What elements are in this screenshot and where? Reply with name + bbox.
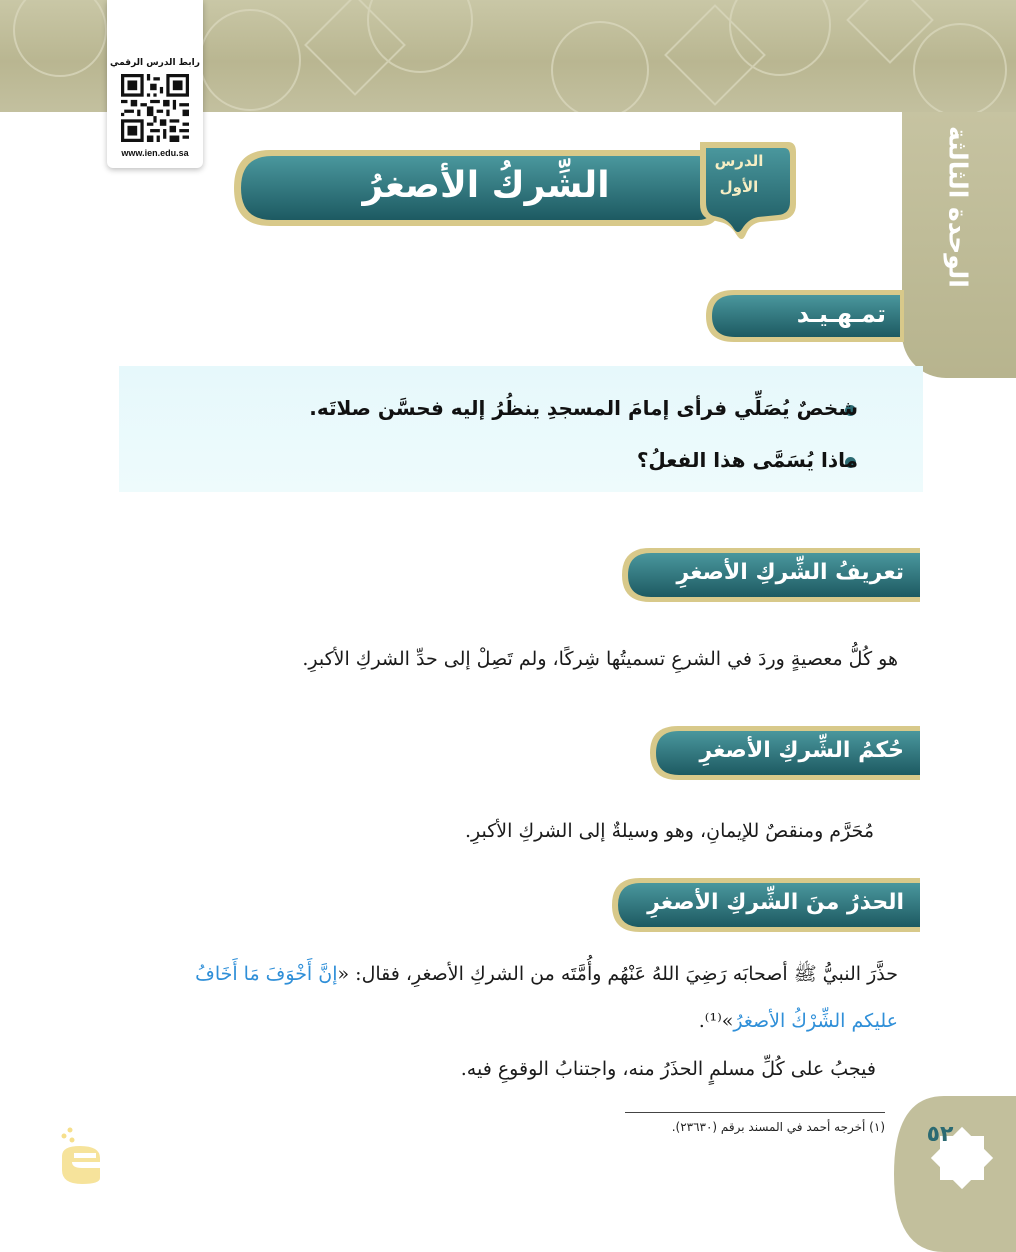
warning-line-2 (699, 1010, 898, 1032)
qr-card[interactable] (107, 0, 203, 168)
qr-url[interactable]: www.ien.edu.sa (121, 148, 189, 158)
hadith-text-1: إنَّ أَخْوَفَ مَا أَخَافُ (195, 963, 338, 985)
definition-heading: تعريفُ الشِّركِ الأصغرِ (676, 560, 904, 585)
lesson-badge-number: الأول (719, 178, 759, 196)
warning-line-1 (195, 962, 898, 990)
warning-line-1-text: حذَّرَ النبيُّ ﷺ أصحابَه رَضِيَ اللهُ عَنْهُم وأُمَّتَه من الشركِ الأصغرِ، فقال: « (337, 963, 898, 985)
publisher-logo-icon (56, 1126, 106, 1186)
definition-text: هو كُلُّ معصيةٍ وردَ في الشرعِ تسميتُها شِركًا، ولم تَصِلْ إلى حدِّ الشركِ الأكبرِ. (302, 648, 898, 670)
intro-box (119, 366, 923, 492)
intro-bullet-2: ماذا يُسَمَّى هذا الفعلُ؟ (636, 448, 858, 472)
warning-heading: الحذرُ منَ الشِّركِ الأصغرِ (647, 890, 904, 915)
footnote-divider (625, 1112, 885, 1113)
hadith-text-2: عليكم الشِّرْكُ الأصغرُ (733, 1010, 898, 1032)
intro-bullet-1: شخصٌ يُصَلِّي فرأى إمامَ المسجدِ ينظُرُ إليه فحسَّن صلاتَه. (309, 396, 858, 420)
lesson-badge-label: الدرس (714, 152, 764, 170)
intro-heading: تمـهـيـد (796, 300, 886, 328)
ruling-heading: حُكمُ الشِّركِ الأصغرِ (699, 738, 904, 763)
unit-label: الوحدة الثالثة (943, 126, 973, 288)
page-number: ٥٢ (926, 1122, 954, 1147)
ruling-text: مُحَرَّم ومنقصٌ للإيمانِ، وهو وسيلةٌ إلى الشركِ الأكبرِ. (464, 820, 874, 842)
qr-caption: رابط الدرس الرقمي (110, 58, 200, 68)
footnote: (١) أخرجه أحمد في المسند برقم (٢٣٦٣٠). (671, 1120, 885, 1134)
qr-code-icon[interactable] (121, 74, 189, 142)
lesson-title: الشِّركُ الأصغرُ (362, 165, 610, 206)
page-number-badge (894, 1096, 1016, 1252)
footnote-marker[interactable]: »⁽¹⁾. (698, 1010, 734, 1032)
warning-line-3: فيجبُ على كُلِّ مسلمٍ الحذَرُ منه، واجتنابُ الوقوعِ فيه. (460, 1058, 876, 1080)
